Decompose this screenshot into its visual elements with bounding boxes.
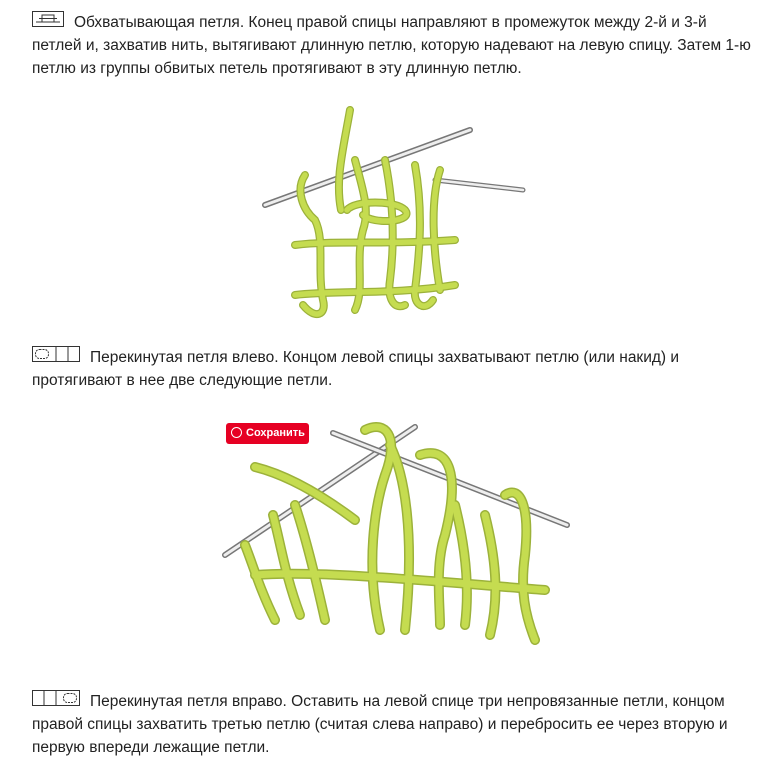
cross-right-symbol-icon [32, 690, 80, 713]
paragraph-2 [32, 346, 757, 392]
cross-left-symbol-icon [32, 346, 80, 369]
paragraph-2-text: Перекинутая петля влево. Концом левой спицы захватывают петлю (или накид) и протягивают в нее две следующие петли. [32, 349, 680, 390]
needle-right [435, 180, 523, 190]
cross-left-diagram [215, 415, 580, 645]
paragraph-3 [32, 690, 757, 759]
pinterest-icon [231, 427, 242, 438]
save-button-label: Сохранить [246, 427, 305, 439]
paragraph-1-text: Обхватывающая петля. Конец правой спицы направляют в промежуток между 2-й и 3-й петлей и, захватив нить, вытягивают длинную петлю, которую надевают на левую спицу. Затем 1-ю петлю из группы обвитых петель протягивают в эту длинную петлю. [32, 14, 751, 78]
yarn-loops [245, 427, 545, 640]
paragraph-3-text: Перекинутая петля вправо. Оставить на левой спице три непровязанные петли, концом правой спицы захватить третью петлю (считая слева направо) и перебросить ее через вторую и первую впереди лежащие петли. [32, 693, 728, 757]
yarn-loops [295, 110, 455, 314]
wrapped-stitch-symbol-icon [32, 11, 64, 34]
paragraph-1 [32, 11, 757, 80]
save-button[interactable] [226, 423, 309, 444]
wrapped-stitch-diagram [255, 100, 535, 325]
